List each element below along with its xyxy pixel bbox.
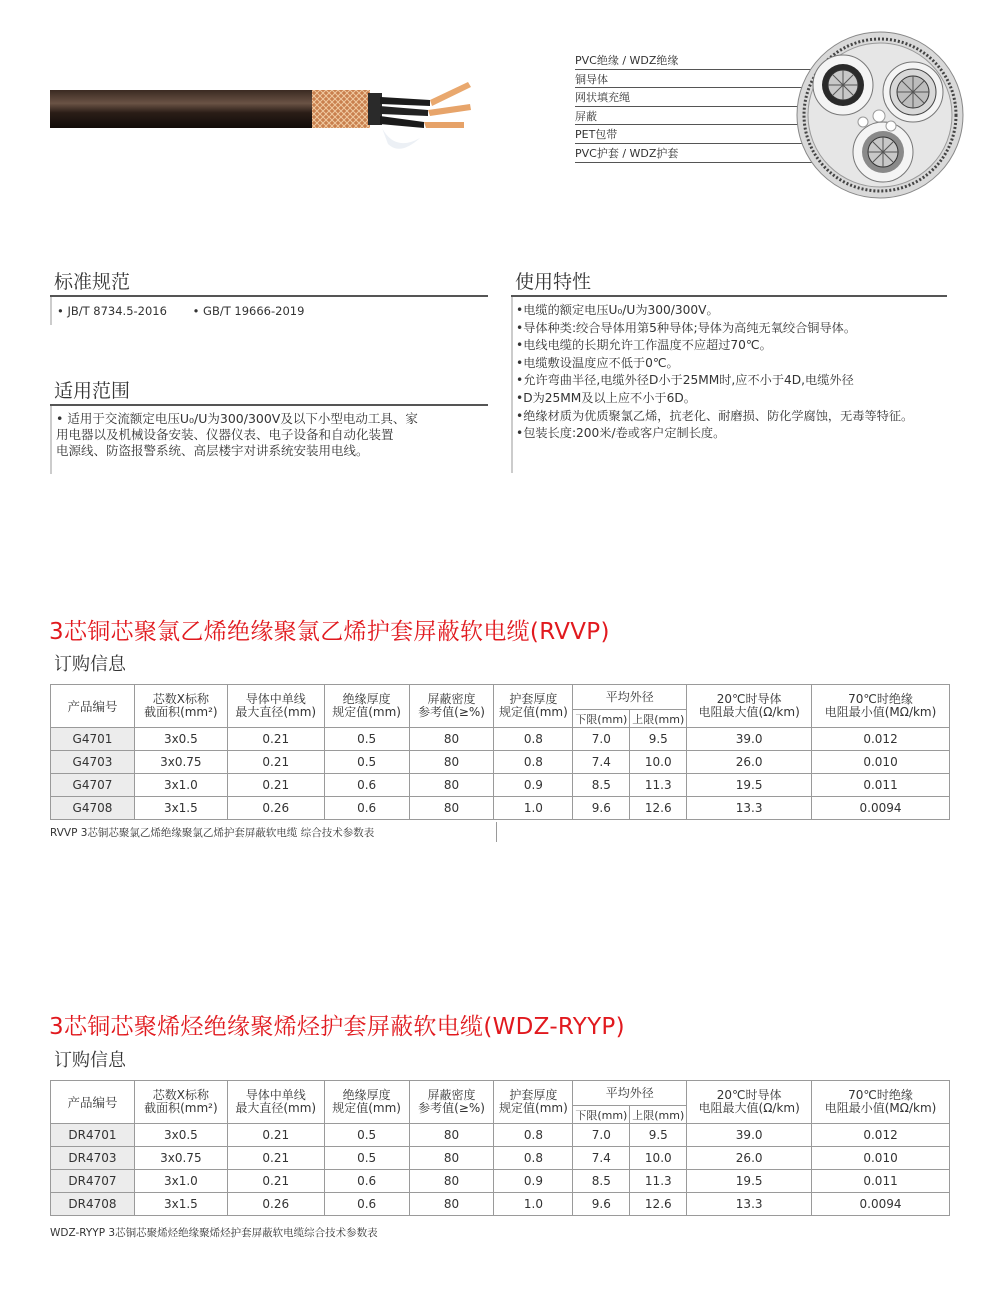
cell: 80 <box>409 1124 494 1147</box>
standard-list <box>57 304 326 318</box>
header-line: 最大直径(mm) <box>235 1101 317 1115</box>
cell: 10.0 <box>630 1147 687 1170</box>
header-sheath <box>494 1081 573 1124</box>
cell: 3x0.5 <box>134 728 227 751</box>
cell: 0.21 <box>227 1147 324 1170</box>
header-line: 20℃时导体 <box>716 692 782 706</box>
table-row <box>51 1124 950 1147</box>
header-od-low: 下限(mm) <box>573 710 630 728</box>
cell: 0.21 <box>227 1170 324 1193</box>
product-title-rvvp <box>49 613 610 646</box>
header-line: 导体中单线 <box>245 692 306 706</box>
cell: 0.010 <box>812 1147 950 1170</box>
header-line: 电阻最小值(MΩ/km) <box>824 705 937 719</box>
usage-item: •电线电缆的长期允许工作温度不应超过70℃。 <box>516 338 772 353</box>
cell: 0.011 <box>812 1170 950 1193</box>
cell: 0.8 <box>494 1124 573 1147</box>
cell: 7.0 <box>573 1124 630 1147</box>
cell: 0.26 <box>227 1193 324 1216</box>
header-line: 屏蔽密度 <box>427 1088 476 1102</box>
scope-bar <box>50 406 52 474</box>
cell: 0.5 <box>324 1124 409 1147</box>
spec-table-rvvp <box>50 684 950 820</box>
cell: 0.0094 <box>812 1193 950 1216</box>
header-code: 产品编号 <box>51 685 135 728</box>
cell: 9.5 <box>630 1124 687 1147</box>
cell: 39.0 <box>687 728 812 751</box>
cell-code: G4701 <box>51 728 135 751</box>
header-line: 护套厚度 <box>509 1088 558 1102</box>
header-line: 规定值(mm) <box>499 705 568 719</box>
cell-code: G4708 <box>51 797 135 820</box>
cell-code: DR4703 <box>51 1147 135 1170</box>
label-pet-tape: PET包带 <box>575 126 835 145</box>
cell: 0.6 <box>324 1193 409 1216</box>
header-insulation <box>324 1081 409 1124</box>
scope-rule <box>50 404 488 406</box>
header-od-high: 上限(mm) <box>630 710 687 728</box>
header-line: 70℃时绝缘 <box>848 1088 913 1102</box>
cell: 0.012 <box>812 1124 950 1147</box>
cell: 10.0 <box>630 751 687 774</box>
header-line: 20℃时导体 <box>716 1088 782 1102</box>
order-info-heading: 订购信息 <box>54 654 126 675</box>
header-cores <box>134 685 227 728</box>
header-od: 平均外径 <box>573 1081 687 1106</box>
header-line: 芯数X标称 <box>152 692 209 706</box>
header-shield <box>409 685 494 728</box>
header-conductor <box>227 1081 324 1124</box>
header-code: 产品编号 <box>51 1081 135 1124</box>
header-line: 参考值(≥%) <box>418 705 485 719</box>
cell: 3x0.75 <box>134 751 227 774</box>
cell: 9.5 <box>630 728 687 751</box>
header-line: 规定值(mm) <box>499 1101 568 1115</box>
header-cores <box>134 1081 227 1124</box>
scope-heading: 适用范围 <box>54 380 131 402</box>
cell: 0.8 <box>494 728 573 751</box>
scope-line: • 适用于交流额定电压U₀/U为300/300V及以下小型电动工具、家 <box>56 411 418 426</box>
header-line: 芯数X标称 <box>152 1088 209 1102</box>
table-row <box>51 774 950 797</box>
cell: 0.8 <box>494 751 573 774</box>
core-count: 3 <box>49 619 64 645</box>
cell: 0.9 <box>494 774 573 797</box>
header-insulation <box>324 685 409 728</box>
header-line: 规定值(mm) <box>332 1101 401 1115</box>
cell: 80 <box>409 728 494 751</box>
label-insulation: PVC绝缘 / WDZ绝缘 <box>575 52 835 71</box>
cell: 3x1.0 <box>134 1170 227 1193</box>
header-line: 电阻最小值(MΩ/km) <box>824 1101 937 1115</box>
header-line: 电阻最大值(Ω/km) <box>698 1101 800 1115</box>
cell: 26.0 <box>687 1147 812 1170</box>
label-conductor: 铜导体 <box>575 71 835 90</box>
header-line: 规定值(mm) <box>332 705 401 719</box>
scope-line: 用电器以及机械设备安装、仪器仪表、电子设备和自动化装置 <box>56 427 394 442</box>
cell: 80 <box>409 1147 494 1170</box>
cell: 39.0 <box>687 1124 812 1147</box>
usage-item: •导体种类:绞合导体用第5种导体;导体为高纯无氧绞合铜导体。 <box>516 320 857 335</box>
standard-item: • GB/T 19666-2019 <box>192 304 305 318</box>
cell: 19.5 <box>687 774 812 797</box>
usage-item: •允许弯曲半径,电缆外径D小于25MM时,应不小于4D,电缆外径 <box>516 373 854 388</box>
cell: 0.012 <box>812 728 950 751</box>
cell: 13.3 <box>687 797 812 820</box>
standard-rule <box>50 295 488 297</box>
usage-heading: 使用特性 <box>515 271 592 293</box>
cell: 0.6 <box>324 797 409 820</box>
usage-item: •电缆敷设温度应不低于0℃。 <box>516 355 679 370</box>
table-row <box>51 728 950 751</box>
table-row <box>51 751 950 774</box>
cell: 0.5 <box>324 1147 409 1170</box>
cell: 0.5 <box>324 728 409 751</box>
header-line: 截面积(mm²) <box>144 1101 218 1115</box>
usage-list <box>516 302 944 443</box>
spec-table-wdz-ryyp <box>50 1080 950 1216</box>
cell: 8.5 <box>573 1170 630 1193</box>
cell: 0.6 <box>324 1170 409 1193</box>
cell: 11.3 <box>630 774 687 797</box>
header-line: 屏蔽密度 <box>427 692 476 706</box>
header-res20 <box>687 685 812 728</box>
header-line: 截面积(mm²) <box>144 705 218 719</box>
usage-bar <box>511 297 513 473</box>
caption-divider <box>496 822 497 842</box>
header-od: 平均外径 <box>573 685 687 710</box>
cell: 80 <box>409 797 494 820</box>
cell: 0.0094 <box>812 797 950 820</box>
table-row <box>51 1147 950 1170</box>
cell: 80 <box>409 774 494 797</box>
cell: 3x0.75 <box>134 1147 227 1170</box>
table-caption: RVVP 3芯铜芯聚氯乙烯绝缘聚氯乙烯护套屏蔽软电缆 综合技术参数表 <box>50 827 375 839</box>
header-line: 护套厚度 <box>509 692 558 706</box>
standard-bar <box>50 297 52 325</box>
header-ins70 <box>812 685 950 728</box>
cell: 3x1.0 <box>134 774 227 797</box>
cell: 12.6 <box>630 797 687 820</box>
standard-heading: 标准规范 <box>54 271 131 293</box>
cell: 0.8 <box>494 1147 573 1170</box>
cable-cross-section-diagram <box>795 30 965 200</box>
cell-code: G4703 <box>51 751 135 774</box>
header-od-high: 上限(mm) <box>630 1106 687 1124</box>
label-sheath: PVC护套 / WDZ护套 <box>575 145 835 164</box>
cell: 80 <box>409 751 494 774</box>
cell: 9.6 <box>573 1193 630 1216</box>
scope-line: 电源线、防盗报警系统、高层楼宇对讲系统安装用电线。 <box>56 443 369 458</box>
cell: 0.6 <box>324 774 409 797</box>
cell: 7.4 <box>573 751 630 774</box>
cell: 0.9 <box>494 1170 573 1193</box>
usage-rule <box>511 295 947 297</box>
cell: 0.21 <box>227 728 324 751</box>
cell: 3x1.5 <box>134 797 227 820</box>
cell: 80 <box>409 1170 494 1193</box>
cell: 7.0 <box>573 728 630 751</box>
header-od-low: 下限(mm) <box>573 1106 630 1124</box>
standard-item: • JB/T 8734.5-2016 <box>57 304 167 318</box>
label-shield: 屏蔽 <box>575 108 835 127</box>
title-text: 芯铜芯聚烯烃绝缘聚烯烃护套屏蔽软电缆(WDZ-RYYP) <box>63 1014 625 1040</box>
cable-photo <box>50 60 480 170</box>
table-body <box>51 728 950 820</box>
cell: 7.4 <box>573 1147 630 1170</box>
cell-code: DR4708 <box>51 1193 135 1216</box>
table-row <box>51 1193 950 1216</box>
product-title-wdz-ryyp <box>49 1008 625 1041</box>
header-line: 参考值(≥%) <box>418 1101 485 1115</box>
cell: 80 <box>409 1193 494 1216</box>
cell: 1.0 <box>494 797 573 820</box>
usage-item: •电缆的额定电压U₀/U为300/300V。 <box>516 303 719 317</box>
usage-item: •包装长度:200米/卷或客户定制长度。 <box>516 426 726 441</box>
usage-item: •绝缘材质为优质聚氯乙烯，抗老化、耐磨损、防化学腐蚀，无毒等特征。 <box>516 408 914 423</box>
cell: 0.010 <box>812 751 950 774</box>
header-sheath <box>494 685 573 728</box>
scope-text <box>56 411 486 459</box>
header-res20 <box>687 1081 812 1124</box>
header-line: 绝缘厚度 <box>342 692 391 706</box>
header-conductor <box>227 685 324 728</box>
cell: 0.21 <box>227 774 324 797</box>
cell: 0.5 <box>324 751 409 774</box>
label-filler: 网状填充绳 <box>575 89 835 108</box>
table-row <box>51 1170 950 1193</box>
cell: 0.21 <box>227 751 324 774</box>
table-row <box>51 797 950 820</box>
header-line: 最大直径(mm) <box>235 705 317 719</box>
header-line: 导体中单线 <box>245 1088 306 1102</box>
header-line: 70℃时绝缘 <box>848 692 913 706</box>
cell: 12.6 <box>630 1193 687 1216</box>
header-shield <box>409 1081 494 1124</box>
cell: 11.3 <box>630 1170 687 1193</box>
cell: 0.21 <box>227 1124 324 1147</box>
table-caption: WDZ-RYYP 3芯铜芯聚烯烃绝缘聚烯烃护套屏蔽软电缆综合技术参数表 <box>50 1227 378 1239</box>
cell: 1.0 <box>494 1193 573 1216</box>
cell: 0.011 <box>812 774 950 797</box>
header-ins70 <box>812 1081 950 1124</box>
order-info-heading: 订购信息 <box>54 1050 126 1071</box>
cell: 26.0 <box>687 751 812 774</box>
cell: 9.6 <box>573 797 630 820</box>
cell-code: DR4707 <box>51 1170 135 1193</box>
cell: 3x0.5 <box>134 1124 227 1147</box>
header-line: 绝缘厚度 <box>342 1088 391 1102</box>
cell: 3x1.5 <box>134 1193 227 1216</box>
core-count: 3 <box>49 1014 64 1040</box>
cell: 13.3 <box>687 1193 812 1216</box>
title-text: 芯铜芯聚氯乙烯绝缘聚氯乙烯护套屏蔽软电缆(RVVP) <box>63 619 610 645</box>
cell-code: DR4701 <box>51 1124 135 1147</box>
usage-item: •D为25MM及以上应不小于6D。 <box>516 390 696 405</box>
header-line: 电阻最大值(Ω/km) <box>698 705 800 719</box>
table-body <box>51 1124 950 1216</box>
cell: 19.5 <box>687 1170 812 1193</box>
cell: 0.26 <box>227 797 324 820</box>
cell: 8.5 <box>573 774 630 797</box>
cell-code: G4707 <box>51 774 135 797</box>
